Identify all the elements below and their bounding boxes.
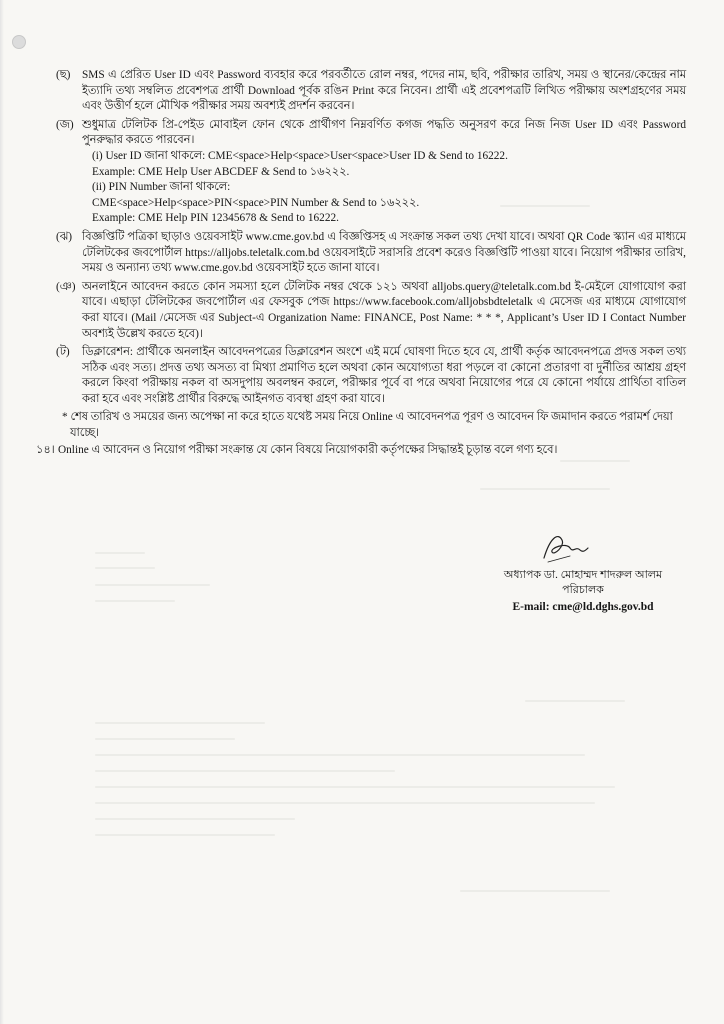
signatory-email: E-mail: cme@ld.dghs.gov.bd [512, 601, 654, 613]
clause-text: ডিক্লারেশন: প্রার্থীকে অনলাইন আবেদনপত্রের ডিক্লারেশন অংশে এই মর্মে ঘোষণা দিতে হবে যে, প্রার্থী কর্তৃক আবেদনপত্রে প্রদত্ত সকল তথ্য সঠিক এবং সত্য। প্রদত্ত তথ্য অসত্য বা মিথ্যা প্রমাণিত হলে অথবা কোন অযোগ্যতা ধরা পড়লে বা কোনো প্রতারণা বা দুর্নীতির আশ্রয় গ্রহণ করলে কিংবা পরীক্ষায় নকল বা অসদুপায় অবলম্বন করলে, পরীক্ষার পূর্বে বা পরে অথবা নিয়োগের পরে যে কোনো পর্যায়ে প্রার্থিতা বাতিল করা হবে এবং সংশ্লিষ্ট প্রার্থীর বিরুদ্ধে আইনগত ব্যবস্থা গ্রহণ করা যাবে। [82, 346, 686, 405]
clause-ja [56, 118, 686, 227]
clause-text: SMS এ প্রেরিত User ID এবং Password ব্যবহার করে পরবর্তীতে রোল নম্বর, পদের নাম, ছবি, পরীক্ষার তারিখ, সময় ও স্থানের/কেন্দ্রের নাম ইত্যাদি তথ্য সম্বলিত প্রবেশপত্র প্রার্থী Download পূর্বক রঙিন Print করে নিবেন। প্রার্থী এই প্রবেশপত্রটি লিখিত পরীক্ষায় অংশগ্রহণের সময় এবং উত্তীর্ণ হলে মৌখিক পরীক্ষার সময় অবশ্যই প্রদর্শন করবেন। [82, 69, 686, 113]
clause-marker: (ঞ) [56, 280, 76, 293]
clause-text: Online এ আবেদন ও নিয়োগ পরীক্ষা সংক্রান্ত যে কোন বিষয়ে নিয়োগকারী কর্তৃপক্ষের সিদ্ধান্তই চূড়ান্ত বলে গণ্য হবে। [58, 443, 558, 456]
sms-instructions [82, 149, 686, 227]
bleed-through-line [95, 584, 210, 586]
clause-text: বিজ্ঞপ্তিটি পত্রিকা ছাড়াও ওয়েবসাইট www.cme.gov.bd এ বিজ্ঞপ্তিসহ এ সংক্রান্ত সকল তথ্য দেখা যাবে। অথবা QR Code স্ক্যান এর মাধ্যমে টেলিটকের জবপোর্টাল https://alljobs.teletalk.com.bd ওয়েবসাইটে সরাসরি প্রবেশ করেও বিজ্ঞপ্তিটি পাওয়া যাবে। নিয়োগ পরীক্ষার তারিখ, সময় ও অন্যান্য তথ্য www.cme.gov.bd ওয়েবসাইট হতে জানা যাবে। [82, 230, 686, 275]
punch-hole [12, 35, 26, 49]
clause-ta [56, 345, 686, 407]
signatory-block [478, 568, 688, 615]
clause-text: অনলাইনে আবেদন করতে কোন সমস্যা হলে টেলিটক নম্বর থেকে ১২১ অথবা alljobs.query@teletalk.com.bd ই-মেইলে যোগাযোগ করা যাবে। এছাড়া টেলিটকের জবপোর্টাল এর ফেসবুক পেজ https://www.facebook.com/alljobsbdteletalk এ মেসেজ এর মাধ্যমে যোগাযোগ করা যাবে। (Mail /মেসেজ এর Subject-এ Organization Name: FINANCE, Post Name: * * *, Applicant’s User ID I Contact Number অবশ্যই উল্লেখ করতে হবে)। [82, 280, 686, 340]
clause-marker: (ট) [56, 346, 70, 359]
deadline-note: * শেষ তারিখ ও সময়ের জন্য অপেক্ষা না করে হাতে যথেষ্ট সময় নিয়ে Online এ আবেদনপত্র পূরণ ও আবেদন ফি জমাদান করতে পরামর্শ দেয়া যাচ্ছে। [62, 411, 673, 440]
bleed-through-line [95, 818, 295, 820]
bleed-through-line [95, 802, 595, 804]
clause-cha [56, 68, 686, 115]
page-edge-shadow [0, 0, 4, 1024]
clause-marker: (ছ) [56, 69, 71, 81]
bleed-through-line [480, 488, 610, 490]
clause-marker: ১৪। [36, 443, 55, 456]
notice-body [36, 68, 686, 458]
user-id-example: Example: CME Help User ABCDEF & Send to ১৬২২২. [92, 165, 350, 178]
pin-heading: (ii) PIN Number জানা থাকলে: [92, 181, 231, 194]
clause-nya [56, 280, 686, 342]
bleed-through-line [95, 770, 395, 772]
signatory-designation: পরিচালক [562, 584, 604, 596]
bleed-through-line [95, 567, 155, 569]
pin-example: Example: CME Help PIN 12345678 & Send to 16222. [92, 212, 339, 225]
bleed-through-line [95, 834, 275, 836]
bleed-through-line [95, 600, 175, 602]
signature-image [540, 528, 590, 568]
bleed-through-line [95, 754, 585, 756]
bleed-through-line [95, 552, 145, 554]
pin-instruction: CME<space>Help<space>PIN<space>PIN Number & Send to ১৬২২২. [92, 196, 420, 209]
signatory-name: অধ্যাপক ডা. মোহাম্মদ শাদরুল আলম [503, 569, 663, 581]
clause-jha [56, 230, 686, 277]
bleed-through-line [525, 700, 625, 702]
bleed-through-line [560, 460, 630, 462]
clause-marker: (ঝ) [56, 230, 73, 243]
user-id-instruction: (i) User ID জানা থাকলে: CME<space>Help<space>User<space>User ID & Send to 16222. [92, 149, 508, 162]
bleed-through-line [95, 786, 615, 788]
clause-marker: (জ) [56, 118, 74, 131]
bleed-through-line [95, 738, 235, 740]
bleed-through-line [95, 722, 265, 724]
clause-text: শুধুমাত্র টেলিটক প্রি-পেইড মোবাইল ফোন থেকে প্রার্থীগণ নিম্নবর্ণিত কগজ পদ্ধতি অনুসরণ করে নিজ নিজ User ID এবং Password পুনরুদ্ধার করতে পারবেন। [82, 118, 686, 147]
bleed-through-line [460, 890, 610, 892]
clause-14 [36, 443, 686, 459]
